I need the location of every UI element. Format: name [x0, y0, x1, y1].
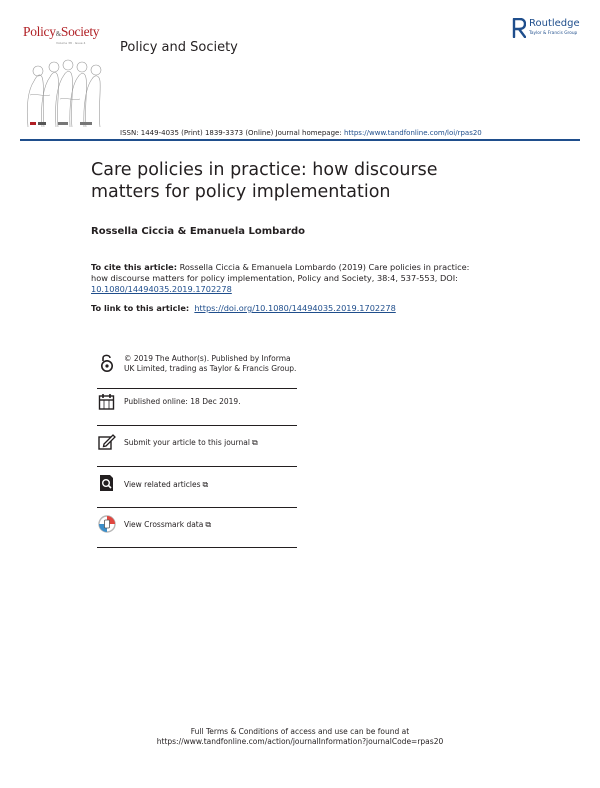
publisher-subtitle: Taylor & Francis Group [529, 31, 578, 36]
external-link-icon: ⧉ [205, 520, 212, 529]
external-link-icon: ⧉ [202, 480, 209, 489]
journal-homepage-link[interactable]: https://www.tandfonline.com/loi/rpas20 [343, 129, 482, 137]
publisher-logo [512, 18, 592, 40]
footer-terms-link[interactable]: https://www.tandfonline.com/action/journalInformation?journalCode=rpas20 [156, 737, 444, 746]
crossmark-link[interactable]: View Crossmark data [124, 520, 204, 529]
submit-row[interactable] [97, 432, 297, 456]
article-doi-url[interactable]: https://doi.org/10.1080/14494035.2019.1702278 [194, 303, 396, 313]
info-divider [97, 507, 297, 508]
related-articles-link[interactable]: View related articles [124, 480, 201, 489]
info-divider [97, 425, 297, 426]
journal-cover [20, 15, 108, 135]
citation-block [91, 262, 486, 295]
calendar-icon [97, 392, 117, 412]
external-link-icon: ⧉ [251, 438, 258, 447]
cover-figures-illustration [20, 15, 108, 135]
publisher-name: Routledge [529, 18, 580, 29]
article-title: Care policies in practice: how discourse matters for policy implementation [91, 160, 438, 202]
published-row [97, 392, 297, 416]
related-row[interactable] [97, 473, 297, 497]
submit-article-link[interactable]: Submit your article to this journal [124, 438, 250, 447]
footer [0, 727, 600, 747]
crossmark-row[interactable] [97, 514, 297, 538]
citation-label: To cite this article: [91, 262, 177, 272]
edit-icon [97, 432, 117, 452]
published-date: Published online: 18 Dec 2019. [124, 397, 241, 406]
open-access-icon [97, 353, 117, 373]
header-divider [20, 139, 580, 141]
cover-title: Policy&Society [23, 24, 100, 39]
cover-subtitle: Volume 38 · Issue 4 [56, 41, 86, 45]
link-label: To link to this article: [91, 303, 190, 313]
info-divider [97, 547, 297, 548]
info-divider [97, 466, 297, 467]
info-divider [97, 388, 297, 389]
routledge-r-icon [512, 18, 526, 38]
issn-text: ISSN: 1449-4035 (Print) 1839-3373 (Online) Journal homepage: [120, 129, 344, 137]
crossmark-icon [97, 514, 117, 534]
footer-terms-text: Full Terms & Conditions of access and use can be found at [190, 727, 410, 736]
article-link-line [91, 303, 396, 313]
article-authors: Rossella Ciccia & Emanuela Lombardo [91, 226, 306, 237]
issn-line [120, 129, 482, 137]
citation-doi-link[interactable]: 10.1080/14494035.2019.1702278 [91, 284, 232, 294]
citation-text: Rossella Ciccia & Emanuela Lombardo (2019) Care policies in practice: how discourse matters for policy implementation, Policy and Society, 38:4, 537-553, DOI: [91, 262, 470, 283]
related-articles-icon [97, 473, 117, 493]
license-text: © 2019 The Author(s). Published by Informa UK Limited, trading as Taylor & Francis Group. [124, 354, 297, 373]
journal-name: Policy and Society [120, 40, 238, 55]
license-row [97, 353, 297, 387]
